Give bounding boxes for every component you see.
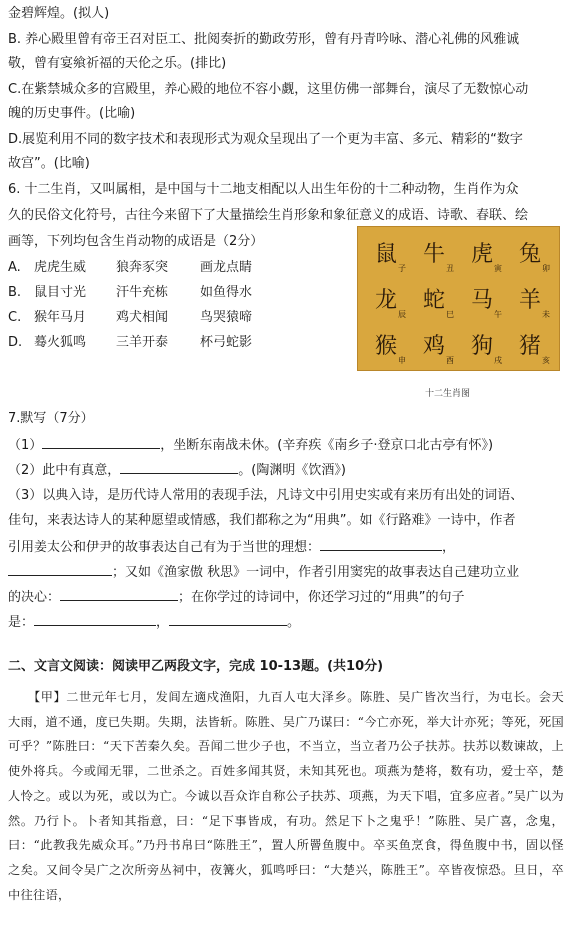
q7-title: 7.默写（7分） [8, 411, 94, 426]
zodiac-dragon: 龙 [374, 287, 397, 313]
branch-label: 午 [494, 310, 502, 319]
answer-blank[interactable] [8, 563, 112, 576]
branch-label: 申 [398, 356, 406, 365]
q6-option-a: A. 虎虎生威 狼奔豕突 画龙点睛 [8, 260, 253, 275]
branch-label: 寅 [494, 264, 502, 273]
zodiac-rabbit: 兔 [518, 241, 541, 267]
q6-stem-line2: 久的民俗文化符号，古往今来留下了大量描绘生肖形象和象征意义的成语、诗歌、春联、绘 [8, 208, 529, 223]
passage-text: 【甲】二世元年七月，发闾左適戍渔阳，九百人屯大泽乡。陈胜、吴广皆次当行，为屯长。会天大雨，道不通，度已失期。失期，法皆斩。陈胜、吴广乃谋曰：“今亡亦死，举大计亦死；等死，死国可乎？”陈胜曰：“天下苦秦久矣。吾闻二世少子也，不当立，当立者乃公子扶苏。扶苏以数谏故，上使外将兵。今或闻无罪，二世杀之。百姓多闻其贤，未知其死也。项燕为楚将，数有功，爱士卒，楚人怜之。或以为死，或以为亡。今诚以吾众诈自称公子扶苏、项燕，为天下唱，宜多应者。”吴广以为然。乃行卜。卜者知其指意，曰：“足下事皆成，有功。然足下卜之鬼乎！”陈胜、吴广喜，念鬼，曰：“此教我先威众耳。”乃丹书帛曰“陈胜王”，置人所罾鱼腹中。卒买鱼烹食，得鱼腹中书，固以怪之矣。又间令吴广之次所旁丛祠中，夜篝火，狐鸣呼曰：“大楚兴，陈胜王”。卒皆夜惊恐。旦日，卒中往往语， [8, 690, 564, 902]
q6-option-b: B. 鼠目寸光 汗牛充栋 如鱼得水 [8, 285, 253, 300]
zodiac-image [357, 226, 560, 371]
answer-blank[interactable] [60, 588, 178, 601]
q7-item3-line3: 引用姜太公和伊尹的故事表达自己有为于当世的理想： ， [8, 540, 456, 555]
q5-option-d-line1: D.展览利用不同的数字技术和表现形式为观众呈现出了一个更为丰富、多元、精彩的“数字 [8, 132, 523, 147]
q7-item2: （2）此中有真意， 。(陶渊明《饮酒》) [8, 463, 346, 478]
q7-item3-line5: 的决心： ；在你学过的诗词中，你还学习过的“用典”的句子 [8, 590, 465, 605]
branch-label: 辰 [398, 310, 406, 319]
q6-option-d: D. 蓦火狐鸣 三羊开泰 杯弓蛇影 [8, 335, 253, 350]
branch-label: 丑 [446, 264, 454, 273]
branch-label: 未 [542, 310, 550, 319]
branch-label: 亥 [542, 356, 550, 365]
branch-label: 戌 [494, 356, 502, 365]
answer-blank[interactable] [169, 613, 287, 626]
section-heading: 二、文言文阅读：阅读甲乙两段文字，完成 10-13题。(共10分) [8, 659, 384, 674]
zodiac-ox: 牛 [422, 241, 445, 267]
q7-item3-line1: （3）以典入诗，是历代诗人常用的表现手法，凡诗文中引用史实或有来历有出处的词语、 [8, 488, 524, 503]
q5-option-c-line2: 魄的历史事件。(比喻) [8, 106, 136, 121]
q5-option-b-line1: B. 养心殿里曾有帝王召对臣工、批阅奏折的勤政劳形，曾有丹青吟咏、潜心礼佛的风雅诚 [8, 32, 520, 47]
q7-item3-line2: 佳句，来表达诗人的某种愿望或情感，我们都称之为“用典”。如《行路难》一诗中，作者 [8, 513, 516, 528]
image-caption: 十二生肖图 [425, 389, 471, 399]
q6-stem-line3: 画等，下列均包含生肖动物的成语是（2分） [8, 234, 264, 249]
passage-jia [8, 685, 564, 907]
q5-option-c-line1: C.在紫禁城众多的宫殿里，养心殿的地位不容小觑，这里仿佛一部舞台，演尽了无数惊心动 [8, 82, 529, 97]
answer-blank[interactable] [320, 538, 442, 551]
zodiac-tiger: 虎 [470, 241, 493, 267]
q7-item3-line4: ；又如《渔家傲 秋思》一词中，作者引用窦宪的故事表达自己建功立业 [8, 563, 519, 581]
zodiac-pig: 猪 [518, 333, 541, 359]
zodiac-monkey: 猴 [374, 333, 397, 359]
q5-option-d-line2: 故宫”。(比喻) [8, 156, 90, 171]
q7-item3-line6: 是： ， 。 [8, 615, 301, 630]
q5-option-a-tail: 金碧辉煌。(拟人) [8, 6, 110, 21]
answer-blank[interactable] [42, 436, 160, 449]
q6-option-c: C. 猴年马月 鸡犬相闻 鸟哭猿啼 [8, 310, 253, 325]
answer-blank[interactable] [34, 613, 156, 626]
q6-stem-line1: 6. 十二生肖，又叫属相，是中国与十二地支相配以人出生年份的十二种动物，生肖作为众 [8, 182, 519, 197]
q7-item1: （1） ，坐断东南战未休。(辛弃疾《南乡子·登京口北古亭有怀》) [8, 438, 494, 453]
zodiac-rat: 鼠 [374, 241, 397, 267]
branch-label: 巳 [446, 310, 454, 319]
zodiac-rooster: 鸡 [422, 333, 445, 359]
answer-blank[interactable] [120, 461, 238, 474]
q5-option-b-line2: 敬，曾有宴飨祈福的天伦之乐。(排比) [8, 56, 227, 71]
zodiac-dog: 狗 [470, 333, 493, 359]
zodiac-snake: 蛇 [422, 287, 445, 313]
zodiac-goat: 羊 [518, 287, 541, 313]
branch-label: 子 [398, 264, 406, 273]
branch-label: 酉 [446, 356, 454, 365]
zodiac-horse: 马 [470, 287, 493, 313]
branch-label: 卯 [542, 264, 550, 273]
